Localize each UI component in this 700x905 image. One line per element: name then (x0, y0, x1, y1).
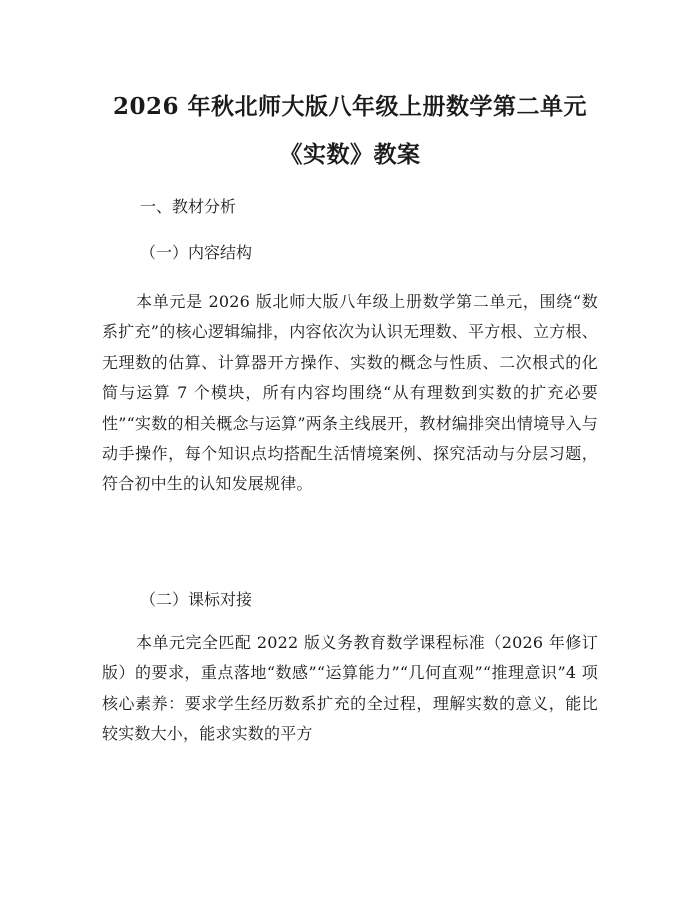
paragraph-curriculum-alignment: 本单元完全匹配 2022 版义务教育数学课程标准（2026 年修订版）的要求，重点落地“数感”“运算能力”“几何直观”“推理意识”4 项核心素养：要求学生经历数系扩充的全过程，理解实数的意义，能比较实数大小，能求实数的平方 (102, 633, 598, 744)
document-title-line-2: 《实数》教案 (279, 141, 421, 168)
document-title-line-1: 2026 年秋北师大版八年级上册数学第二单元 (112, 93, 588, 120)
subsection-heading-curriculum-alignment: （二）课标对接 (140, 590, 253, 609)
paragraph-content-structure: 本单元是 2026 版北师大版八年级上册数学第二单元，围绕“数系扩充”的核心逻辑编排，内容依次为认识无理数、平方根、立方根、无理数的估算、计算器开方操作、实数的概念与性质、二次根式的化简与运算 7 个模块，所有内容均围绕“从有理数到实数的扩充必要性”“实数的相关概念与运算”两条主线展开，教材编排突出情境导入与动手操作，每个知识点均搭配生活情境案例、探究活动与分层习题，符合初中生的认知发展规律。 (102, 292, 598, 494)
section-heading-textbook-analysis: 一、教材分析 (140, 197, 237, 216)
subsection-heading-content-structure: （一）内容结构 (140, 243, 253, 262)
